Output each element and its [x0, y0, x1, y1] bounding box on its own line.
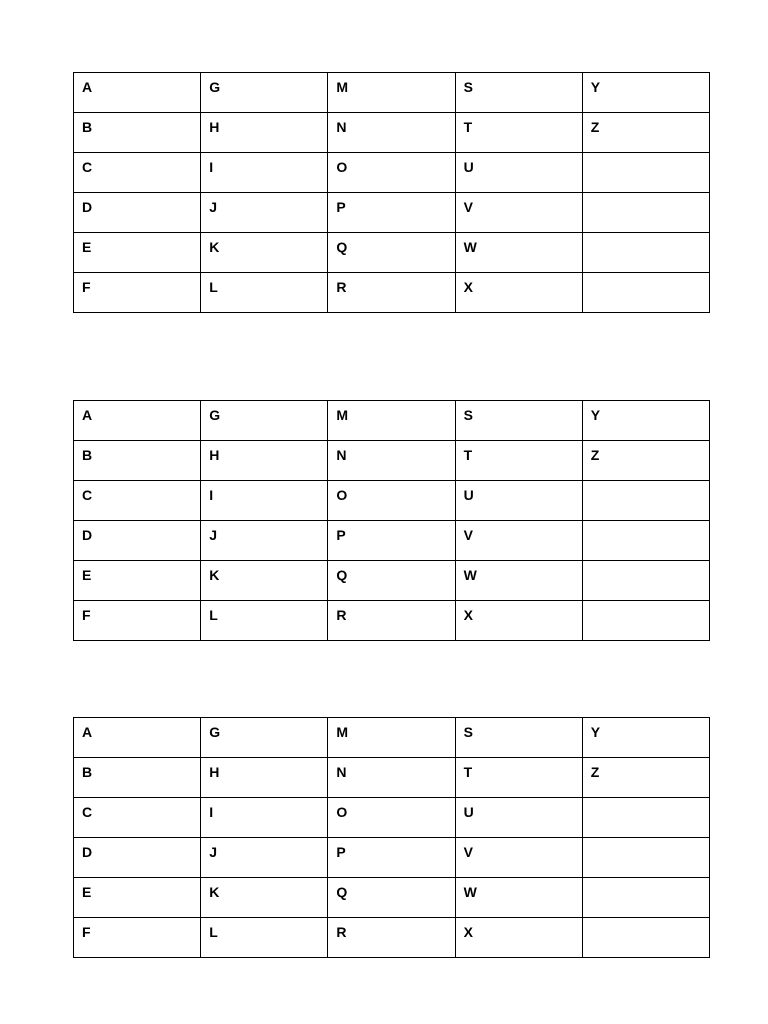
cell-letter — [583, 153, 709, 159]
table-cell — [74, 878, 201, 918]
cell-letter: H — [209, 119, 220, 135]
table-row — [74, 73, 710, 113]
table-row — [74, 193, 710, 233]
cell-letter: V — [463, 527, 473, 543]
cell-letter: M — [336, 724, 349, 740]
table-cell — [582, 273, 709, 313]
cell-letter: J — [209, 844, 217, 860]
table-cell — [74, 758, 201, 798]
table-cell — [328, 153, 455, 193]
cell-letter: A — [82, 724, 93, 740]
table-cell — [455, 838, 582, 878]
table-cell — [74, 481, 201, 521]
cell-letter: G — [209, 79, 221, 95]
cell-letter: Q — [336, 239, 348, 255]
cell-letter: Q — [336, 884, 348, 900]
table-cell — [201, 113, 328, 153]
table-cell — [201, 758, 328, 798]
table-cell — [201, 561, 328, 601]
table-cell — [74, 153, 201, 193]
cell-letter: V — [463, 844, 473, 860]
table-cell — [582, 521, 709, 561]
table-row — [74, 838, 710, 878]
table-cell — [201, 153, 328, 193]
table-cell — [582, 838, 709, 878]
cell-letter — [583, 838, 709, 844]
cell-letter — [583, 798, 709, 804]
table-cell — [582, 758, 709, 798]
table-cell — [74, 838, 201, 878]
cell-letter — [583, 233, 709, 239]
table-cell — [455, 601, 582, 641]
table-cell — [328, 193, 455, 233]
table-cell — [582, 233, 709, 273]
table-cell — [328, 758, 455, 798]
table-cell — [74, 601, 201, 641]
table-cell — [328, 521, 455, 561]
table-cell — [455, 113, 582, 153]
cell-letter: Z — [590, 119, 600, 135]
table-cell — [328, 718, 455, 758]
table-cell — [201, 878, 328, 918]
table-cell — [328, 273, 455, 313]
cell-letter: N — [336, 119, 347, 135]
table-cell — [328, 401, 455, 441]
cell-letter — [583, 918, 709, 924]
cell-letter: M — [336, 79, 349, 95]
table-cell — [201, 401, 328, 441]
cell-letter: B — [82, 119, 93, 135]
cell-letter: V — [463, 199, 473, 215]
table-cell — [74, 918, 201, 958]
cell-letter — [583, 481, 709, 487]
table-row — [74, 233, 710, 273]
letter-grid-table-1 — [73, 72, 710, 313]
cell-letter: R — [336, 924, 347, 940]
letter-grid-table-3 — [73, 717, 710, 958]
table-cell — [455, 521, 582, 561]
cell-letter: W — [463, 239, 477, 255]
table-cell — [328, 878, 455, 918]
cell-letter: X — [463, 607, 473, 623]
table-cell — [74, 73, 201, 113]
table-cell — [201, 73, 328, 113]
table-row — [74, 441, 710, 481]
cell-letter: I — [209, 804, 214, 820]
cell-letter: N — [336, 764, 347, 780]
table-cell — [582, 193, 709, 233]
table-cell — [455, 273, 582, 313]
table-cell — [74, 193, 201, 233]
cell-letter: O — [336, 804, 348, 820]
cell-letter: L — [209, 924, 218, 940]
cell-letter — [583, 193, 709, 199]
table-cell — [582, 798, 709, 838]
cell-letter: H — [209, 764, 220, 780]
cell-letter — [583, 273, 709, 279]
table-cell — [74, 233, 201, 273]
table-row — [74, 561, 710, 601]
table-row — [74, 878, 710, 918]
cell-letter: O — [336, 159, 348, 175]
cell-letter: G — [209, 407, 221, 423]
table-cell — [582, 481, 709, 521]
table-cell — [328, 113, 455, 153]
cell-letter: L — [209, 279, 218, 295]
table-cell — [455, 758, 582, 798]
cell-letter: X — [463, 924, 473, 940]
cell-letter: K — [209, 884, 220, 900]
table-cell — [328, 561, 455, 601]
cell-letter: A — [82, 79, 93, 95]
cell-letter: T — [463, 447, 473, 463]
cell-letter: P — [336, 199, 346, 215]
table-row — [74, 273, 710, 313]
table-cell — [328, 73, 455, 113]
cell-letter: L — [209, 607, 218, 623]
cell-letter: X — [463, 279, 473, 295]
table-cell — [455, 481, 582, 521]
table-cell — [455, 718, 582, 758]
table-cell — [582, 441, 709, 481]
cell-letter: S — [463, 724, 473, 740]
cell-letter: R — [336, 607, 347, 623]
table-row — [74, 798, 710, 838]
cell-letter: U — [463, 487, 474, 503]
table-cell — [201, 481, 328, 521]
cell-letter — [583, 561, 709, 567]
table-cell — [455, 878, 582, 918]
table-cell — [201, 233, 328, 273]
table-cell — [74, 561, 201, 601]
cell-letter — [583, 878, 709, 884]
cell-letter: B — [82, 447, 93, 463]
table-row — [74, 153, 710, 193]
cell-letter: J — [209, 199, 217, 215]
table-cell — [74, 113, 201, 153]
cell-letter: I — [209, 159, 214, 175]
table-cell — [201, 918, 328, 958]
cell-letter — [583, 601, 709, 607]
table-cell — [201, 601, 328, 641]
cell-letter: Z — [590, 764, 600, 780]
cell-letter — [583, 521, 709, 527]
table-cell — [328, 798, 455, 838]
cell-letter: W — [463, 567, 477, 583]
cell-letter: D — [82, 527, 93, 543]
table-cell — [74, 273, 201, 313]
table-cell — [201, 718, 328, 758]
cell-letter: J — [209, 527, 217, 543]
table-cell — [74, 401, 201, 441]
table-cell — [201, 521, 328, 561]
cell-letter: N — [336, 447, 347, 463]
table-cell — [582, 401, 709, 441]
cell-letter: D — [82, 199, 93, 215]
table-cell — [582, 718, 709, 758]
cell-letter: P — [336, 844, 346, 860]
table-cell — [328, 441, 455, 481]
table-row — [74, 918, 710, 958]
letter-grid-table-2 — [73, 400, 710, 641]
cell-letter: A — [82, 407, 93, 423]
cell-letter: E — [82, 884, 92, 900]
cell-letter: F — [82, 924, 91, 940]
table-cell — [455, 233, 582, 273]
table-cell — [455, 798, 582, 838]
cell-letter: Y — [590, 407, 601, 423]
cell-letter: Y — [590, 724, 601, 740]
table-row — [74, 113, 710, 153]
cell-letter: B — [82, 764, 93, 780]
cell-letter: T — [463, 119, 473, 135]
cell-letter: F — [82, 279, 91, 295]
table-cell — [455, 73, 582, 113]
cell-letter: K — [209, 239, 220, 255]
cell-letter: Z — [590, 447, 600, 463]
table-cell — [455, 193, 582, 233]
table-cell — [201, 798, 328, 838]
table-row — [74, 601, 710, 641]
cell-letter: F — [82, 607, 91, 623]
cell-letter: E — [82, 239, 92, 255]
table-cell — [582, 561, 709, 601]
table-cell — [582, 113, 709, 153]
cell-letter: M — [336, 407, 349, 423]
table-cell — [455, 441, 582, 481]
cell-letter: E — [82, 567, 92, 583]
table-cell — [455, 401, 582, 441]
cell-letter: Q — [336, 567, 348, 583]
table-cell — [582, 918, 709, 958]
table-row — [74, 758, 710, 798]
table-row — [74, 521, 710, 561]
cell-letter: O — [336, 487, 348, 503]
table-cell — [74, 798, 201, 838]
cell-letter: Y — [590, 79, 601, 95]
cell-letter: T — [463, 764, 473, 780]
cell-letter: U — [463, 804, 474, 820]
table-cell — [74, 718, 201, 758]
cell-letter: W — [463, 884, 477, 900]
table-row — [74, 401, 710, 441]
cell-letter: G — [209, 724, 221, 740]
cell-letter: I — [209, 487, 214, 503]
cell-letter: H — [209, 447, 220, 463]
table-row — [74, 481, 710, 521]
cell-letter: C — [82, 159, 93, 175]
table-cell — [582, 153, 709, 193]
table-row — [74, 718, 710, 758]
cell-letter: K — [209, 567, 220, 583]
table-cell — [582, 878, 709, 918]
table-cell — [328, 601, 455, 641]
table-cell — [328, 838, 455, 878]
table-cell — [582, 601, 709, 641]
table-cell — [74, 441, 201, 481]
cell-letter: D — [82, 844, 93, 860]
cell-letter: C — [82, 487, 93, 503]
cell-letter: R — [336, 279, 347, 295]
cell-letter: P — [336, 527, 346, 543]
table-cell — [201, 193, 328, 233]
cell-letter: C — [82, 804, 93, 820]
table-cell — [328, 233, 455, 273]
table-cell — [201, 441, 328, 481]
table-cell — [455, 561, 582, 601]
table-cell — [201, 838, 328, 878]
cell-letter: S — [463, 407, 473, 423]
table-cell — [582, 73, 709, 113]
table-cell — [455, 918, 582, 958]
cell-letter: S — [463, 79, 473, 95]
cell-letter: U — [463, 159, 474, 175]
table-cell — [201, 273, 328, 313]
table-cell — [328, 481, 455, 521]
table-cell — [74, 521, 201, 561]
table-cell — [455, 153, 582, 193]
table-cell — [328, 918, 455, 958]
